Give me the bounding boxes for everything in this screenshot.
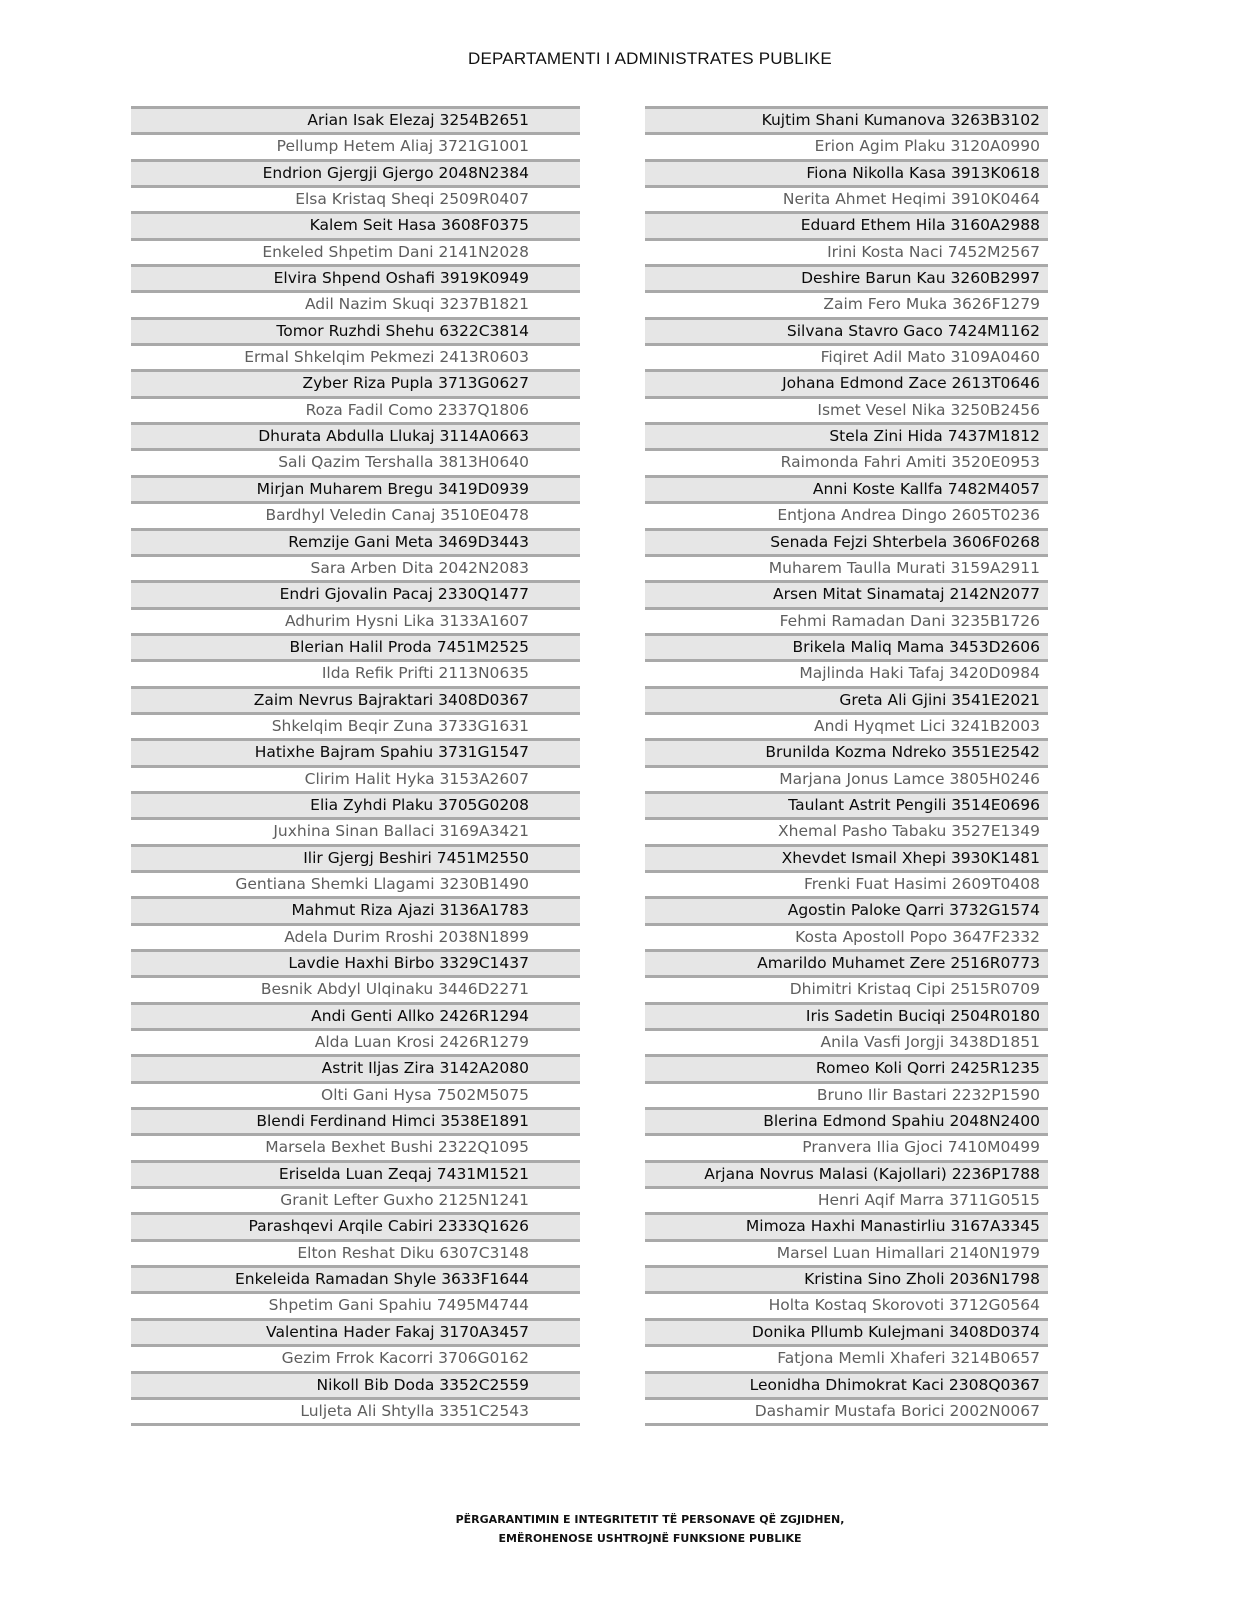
name-entry: Fatjona Memli Xhaferi 3214B0657 [645,1344,1048,1370]
name-entry: Andi Genti Allko 2426R1294 [131,1002,580,1028]
name-entry: Enkeled Shpetim Dani 2141N2028 [131,238,580,264]
name-entry: Lavdie Haxhi Birbo 3329C1437 [131,949,580,975]
name-entry: Gentiana Shemki Llagami 3230B1490 [131,870,580,896]
name-entry: Fehmi Ramadan Dani 3235B1726 [645,607,1048,633]
name-entry: Deshire Barun Kau 3260B2997 [645,264,1048,290]
name-entry: Marjana Jonus Lamce 3805H0246 [645,765,1048,791]
name-entry: Juxhina Sinan Ballaci 3169A3421 [131,817,580,843]
name-entry: Fiona Nikolla Kasa 3913K0618 [645,159,1048,185]
name-entry: Raimonda Fahri Amiti 3520E0953 [645,448,1048,474]
name-entry: Taulant Astrit Pengili 3514E0696 [645,791,1048,817]
name-entry: Ilda Refik Prifti 2113N0635 [131,659,580,685]
name-entry: Pellump Hetem Aliaj 3721G1001 [131,132,580,158]
name-entry: Roza Fadil Como 2337Q1806 [131,396,580,422]
name-entry: Xhevdet Ismail Xhepi 3930K1481 [645,844,1048,870]
name-entry: Donika Pllumb Kulejmani 3408D0374 [645,1318,1048,1344]
name-entry: Granit Lefter Guxho 2125N1241 [131,1186,580,1212]
name-entry: Arsen Mitat Sinamataj 2142N2077 [645,580,1048,606]
name-entry: Iris Sadetin Buciqi 2504R0180 [645,1002,1048,1028]
column-bottom-rule [131,1423,580,1426]
name-entry: Astrit Iljas Zira 3142A2080 [131,1054,580,1080]
name-entry: Henri Aqif Marra 3711G0515 [645,1186,1048,1212]
name-entry: Parashqevi Arqile Cabiri 2333Q1626 [131,1212,580,1238]
name-entry: Hatixhe Bajram Spahiu 3731G1547 [131,738,580,764]
column-bottom-rule [645,1423,1048,1426]
name-entry: Mimoza Haxhi Manastirliu 3167A3345 [645,1212,1048,1238]
name-entry: Bardhyl Veledin Canaj 3510E0478 [131,501,580,527]
name-entry: Entjona Andrea Dingo 2605T0236 [645,501,1048,527]
page-title: DEPARTAMENTI I ADMINISTRATES PUBLIKE [468,49,832,68]
footer-line-2: EMËROHENOSE USHTROJNË FUNKSIONE PUBLIKE [498,1532,802,1545]
name-entry: Kristina Sino Zholi 2036N1798 [645,1265,1048,1291]
name-entry: Blerian Halil Proda 7451M2525 [131,633,580,659]
name-entry: Adhurim Hysni Lika 3133A1607 [131,607,580,633]
name-entry: Olti Gani Hysa 7502M5075 [131,1081,580,1107]
name-entry: Irini Kosta Naci 7452M2567 [645,238,1048,264]
name-entry: Sali Qazim Tershalla 3813H0640 [131,448,580,474]
name-entry: Dhurata Abdulla Llukaj 3114A0663 [131,422,580,448]
name-entry: Eduard Ethem Hila 3160A2988 [645,211,1048,237]
name-entry: Arjana Novrus Malasi (Kajollari) 2236P1788 [645,1160,1048,1186]
name-entry: Brikela Maliq Mama 3453D2606 [645,633,1048,659]
name-entry: Zyber Riza Pupla 3713G0627 [131,369,580,395]
name-entry: Blendi Ferdinand Himci 3538E1891 [131,1107,580,1133]
name-entry: Shkelqim Beqir Zuna 3733G1631 [131,712,580,738]
name-entry: Dashamir Mustafa Borici 2002N0067 [645,1397,1048,1423]
name-entry: Endrion Gjergji Gjergo 2048N2384 [131,159,580,185]
name-entry: Erion Agim Plaku 3120A0990 [645,132,1048,158]
name-entry: Nerita Ahmet Heqimi 3910K0464 [645,185,1048,211]
name-entry: Kujtim Shani Kumanova 3263B3102 [645,106,1048,132]
name-entry: Arian Isak Elezaj 3254B2651 [131,106,580,132]
name-entry: Enkeleida Ramadan Shyle 3633F1644 [131,1265,580,1291]
name-entry: Brunilda Kozma Ndreko 3551E2542 [645,738,1048,764]
name-entry: Stela Zini Hida 7437M1812 [645,422,1048,448]
name-entry: Agostin Paloke Qarri 3732G1574 [645,896,1048,922]
name-entry: Gezim Frrok Kacorri 3706G0162 [131,1344,580,1370]
name-entry: Holta Kostaq Skorovoti 3712G0564 [645,1291,1048,1317]
name-entry: Elton Reshat Diku 6307C3148 [131,1239,580,1265]
name-entry: Mahmut Riza Ajazi 3136A1783 [131,896,580,922]
name-entry: Tomor Ruzhdi Shehu 6322C3814 [131,317,580,343]
name-entry: Johana Edmond Zace 2613T0646 [645,369,1048,395]
name-entry: Mirjan Muharem Bregu 3419D0939 [131,475,580,501]
right-name-column [645,106,1048,1426]
name-entry: Sara Arben Dita 2042N2083 [131,554,580,580]
name-entry: Anni Koste Kallfa 7482M4057 [645,475,1048,501]
name-entry: Nikoll Bib Doda 3352C2559 [131,1371,580,1397]
name-entry: Endri Gjovalin Pacaj 2330Q1477 [131,580,580,606]
name-entry: Anila Vasfi Jorgji 3438D1851 [645,1028,1048,1054]
name-entry: Kosta Apostoll Popo 3647F2332 [645,923,1048,949]
name-entry: Ismet Vesel Nika 3250B2456 [645,396,1048,422]
name-entry: Ermal Shkelqim Pekmezi 2413R0603 [131,343,580,369]
name-entry: Dhimitri Kristaq Cipi 2515R0709 [645,975,1048,1001]
name-entry: Andi Hyqmet Lici 3241B2003 [645,712,1048,738]
name-entry: Amarildo Muhamet Zere 2516R0773 [645,949,1048,975]
name-entry: Pranvera Ilia Gjoci 7410M0499 [645,1133,1048,1159]
left-name-column [131,106,580,1426]
name-entry: Kalem Seit Hasa 3608F0375 [131,211,580,237]
name-entry: Shpetim Gani Spahiu 7495M4744 [131,1291,580,1317]
name-entry: Eriselda Luan Zeqaj 7431M1521 [131,1160,580,1186]
name-entry: Greta Ali Gjini 3541E2021 [645,686,1048,712]
page-footer [0,1510,1236,1548]
name-entry: Elvira Shpend Oshafi 3919K0949 [131,264,580,290]
name-entry: Marsela Bexhet Bushi 2322Q1095 [131,1133,580,1159]
name-entry: Silvana Stavro Gaco 7424M1162 [645,317,1048,343]
name-entry: Muharem Taulla Murati 3159A2911 [645,554,1048,580]
name-entry: Romeo Koli Qorri 2425R1235 [645,1054,1048,1080]
name-entry: Adela Durim Rroshi 2038N1899 [131,923,580,949]
name-entry: Fiqiret Adil Mato 3109A0460 [645,343,1048,369]
name-entry: Ilir Gjergj Beshiri 7451M2550 [131,844,580,870]
footer-line-1: PËRGARANTIMIN E INTEGRITETIT TË PERSONAVE QË ZGJIDHEN, [455,1513,845,1526]
name-entry: Majlinda Haki Tafaj 3420D0984 [645,659,1048,685]
name-entry: Bruno Ilir Bastari 2232P1590 [645,1081,1048,1107]
name-entry: Leonidha Dhimokrat Kaci 2308Q0367 [645,1371,1048,1397]
name-entry: Elsa Kristaq Sheqi 2509R0407 [131,185,580,211]
name-entry: Alda Luan Krosi 2426R1279 [131,1028,580,1054]
name-entry: Marsel Luan Himallari 2140N1979 [645,1239,1048,1265]
name-entry: Senada Fejzi Shterbela 3606F0268 [645,528,1048,554]
name-entry: Luljeta Ali Shtylla 3351C2543 [131,1397,580,1423]
name-entry: Elia Zyhdi Plaku 3705G0208 [131,791,580,817]
name-entry: Blerina Edmond Spahiu 2048N2400 [645,1107,1048,1133]
name-entry: Adil Nazim Skuqi 3237B1821 [131,290,580,316]
name-entry: Zaim Fero Muka 3626F1279 [645,290,1048,316]
name-entry: Zaim Nevrus Bajraktari 3408D0367 [131,686,580,712]
name-entry: Remzije Gani Meta 3469D3443 [131,528,580,554]
name-entry: Frenki Fuat Hasimi 2609T0408 [645,870,1048,896]
name-entry: Clirim Halit Hyka 3153A2607 [131,765,580,791]
name-entry: Besnik Abdyl Ulqinaku 3446D2271 [131,975,580,1001]
name-entry: Valentina Hader Fakaj 3170A3457 [131,1318,580,1344]
name-entry: Xhemal Pasho Tabaku 3527E1349 [645,817,1048,843]
